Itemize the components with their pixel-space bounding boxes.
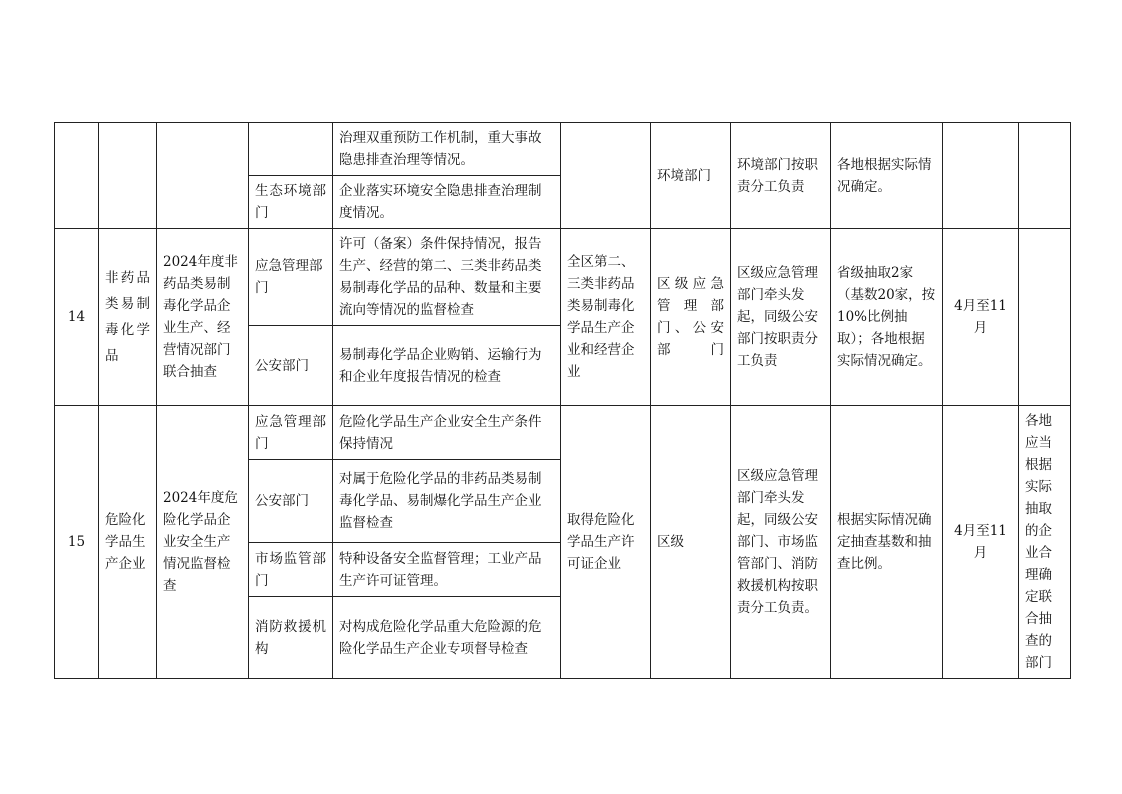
- cell-department: 公安部门: [249, 326, 333, 406]
- cell-ratio: 根据实际情况确定抽查基数和抽查比例。: [831, 406, 943, 679]
- cell-category: 非药品类易制毒化学品: [99, 229, 157, 406]
- table-row: [55, 229, 1071, 326]
- cell-note: [1019, 123, 1071, 229]
- cell-object: [561, 123, 651, 229]
- cell-content: 特种设备安全监督管理；工业产品生产许可证管理。: [333, 543, 561, 597]
- cell-ratio: 省级抽取2家（基数20家，按10%比例抽取）；各地根据实际情况确定。: [831, 229, 943, 406]
- cell-object: 全区第二、三类非药品类易制毒化学品生产企业和经营企业: [561, 229, 651, 406]
- cell-level: 区级应急管理部门、公安部门: [651, 229, 731, 406]
- cell-index: 15: [55, 406, 99, 679]
- cell-index: 14: [55, 229, 99, 406]
- cell-time: 4月至11月: [943, 229, 1019, 406]
- cell-task: [157, 123, 249, 229]
- table-row: [55, 123, 1071, 176]
- cell-time: 4月至11月: [943, 406, 1019, 679]
- cell-time: [943, 123, 1019, 229]
- cell-content: 对属于危险化学品的非药品类易制毒化学品、易制爆化学品生产企业监督检查: [333, 460, 561, 543]
- cell-department: 生态环境部门: [249, 176, 333, 229]
- table-row: [55, 406, 1071, 460]
- inspection-table: [54, 122, 1071, 679]
- cell-task: 2024年度非药品类易制毒化学品企业生产、经营情况部门联合抽查: [157, 229, 249, 406]
- cell-lead: 区级应急管理部门牵头发起，同级公安部门、市场监管部门、消防救援机构按职责分工负责。: [731, 406, 831, 679]
- cell-category: [99, 123, 157, 229]
- cell-index: [55, 123, 99, 229]
- cell-ratio: 各地根据实际情况确定。: [831, 123, 943, 229]
- cell-department: 市场监管部门: [249, 543, 333, 597]
- cell-content: 易制毒化学品企业购销、运输行为和企业年度报告情况的检查: [333, 326, 561, 406]
- cell-department: 应急管理部门: [249, 406, 333, 460]
- cell-lead: 环境部门按职责分工负责: [731, 123, 831, 229]
- cell-content: 危险化学品生产企业安全生产条件保持情况: [333, 406, 561, 460]
- cell-content: 对构成危险化学品重大危险源的危险化学品生产企业专项督导检查: [333, 597, 561, 679]
- cell-content: 治理双重预防工作机制，重大事故隐患排查治理等情况。: [333, 123, 561, 176]
- cell-content: 企业落实环境安全隐患排查治理制度情况。: [333, 176, 561, 229]
- cell-department: 公安部门: [249, 460, 333, 543]
- cell-object: 取得危险化学品生产许可证企业: [561, 406, 651, 679]
- cell-level: 区级: [651, 406, 731, 679]
- cell-lead: 区级应急管理部门牵头发起，同级公安部门按职责分工负责: [731, 229, 831, 406]
- cell-department: 应急管理部门: [249, 229, 333, 326]
- cell-level: 环境部门: [651, 123, 731, 229]
- cell-department: [249, 123, 333, 176]
- cell-note: [1019, 229, 1071, 406]
- cell-category: 危险化学品生产企业: [99, 406, 157, 679]
- cell-department: 消防救援机构: [249, 597, 333, 679]
- cell-task: 2024年度危险化学品企业安全生产情况监督检查: [157, 406, 249, 679]
- cell-content: 许可（备案）条件保持情况，报告生产、经营的第二、三类非药品类易制毒化学品的品种、数量和主要流向等情况的监督检查: [333, 229, 561, 326]
- cell-note: 各地应当根据实际抽取的企业合理确定联合抽查的部门: [1019, 406, 1071, 679]
